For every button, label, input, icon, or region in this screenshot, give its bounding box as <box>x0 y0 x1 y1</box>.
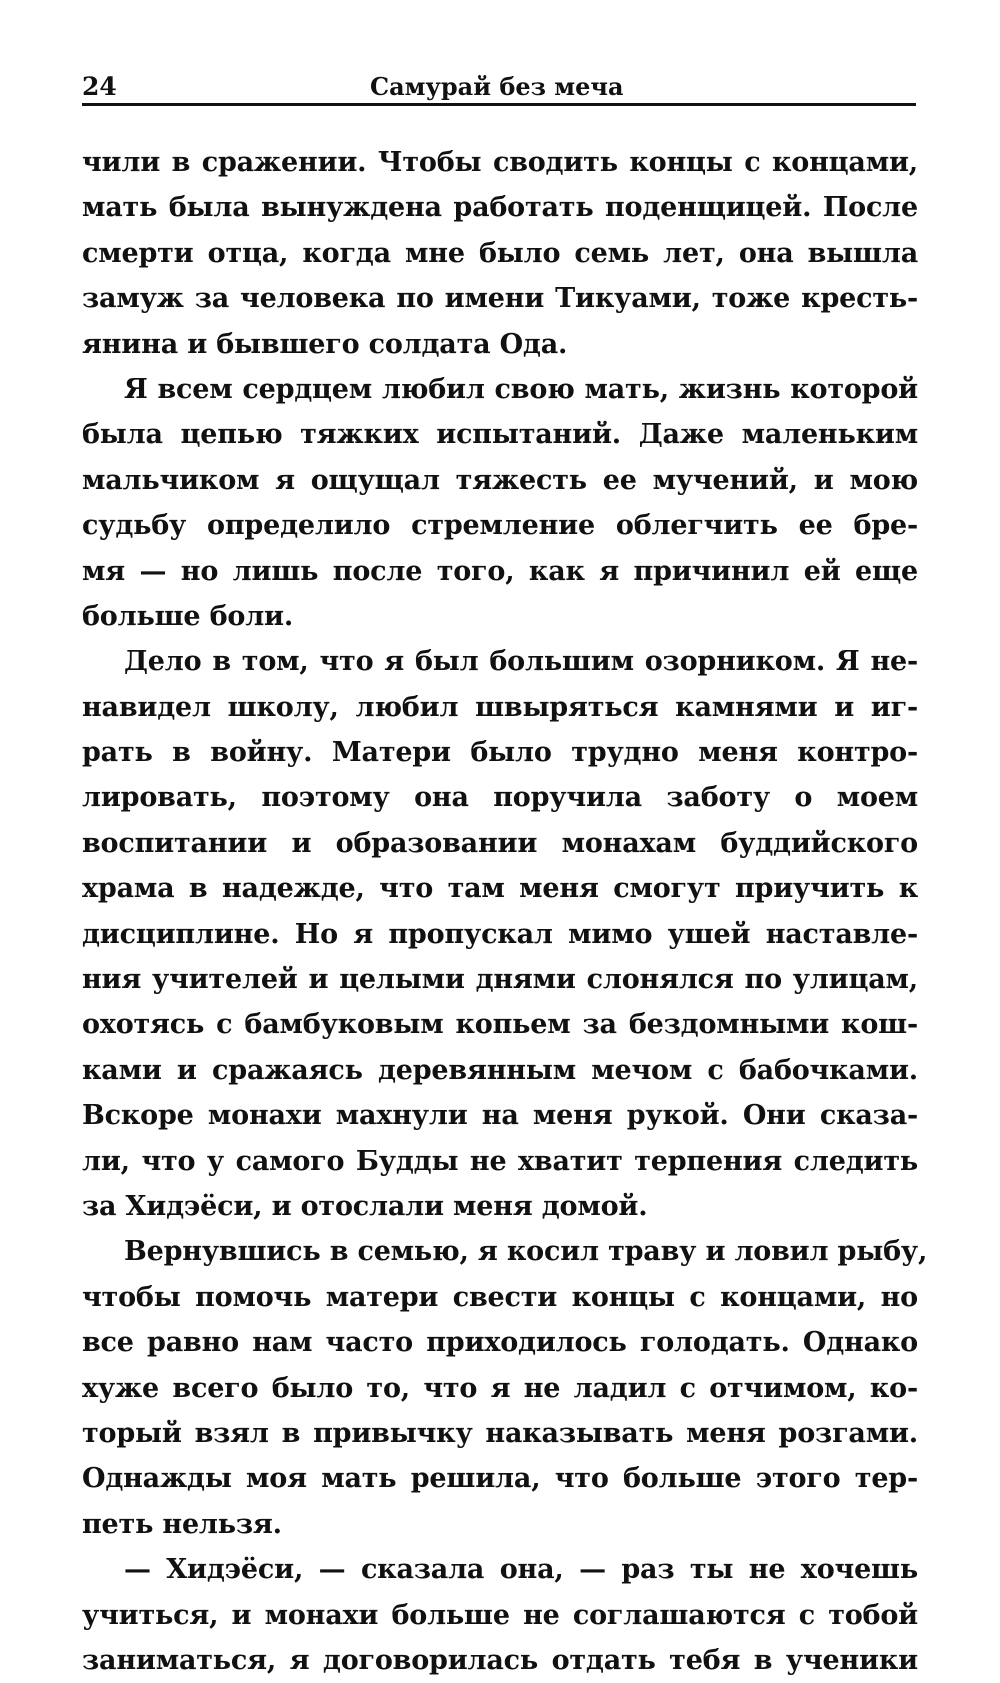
text-line: все равно нам часто приходилось голодать. Однако <box>82 1327 918 1359</box>
text-line: петь нельзя. <box>82 1508 282 1540</box>
text-line: дисциплине. Но я пропускал мимо ушей наставле- <box>82 918 918 950</box>
text-line: Однажды моя мать решила, что больше этого тер- <box>82 1463 918 1495</box>
text-line: Я всем сердцем любил свою мать, жизнь которой <box>124 373 918 405</box>
text-line: охотясь с бамбуковым копьем за бездомными кош- <box>82 1009 918 1041</box>
page-number: 24 <box>82 72 117 101</box>
text-line: мать была вынуждена работать поденщицей. После <box>82 192 918 224</box>
text-line: смерти отца, когда мне было семь лет, она вышла <box>82 237 918 269</box>
text-line: больше боли. <box>82 600 294 632</box>
text-line: заниматься, я договорилась отдать тебя в ученики <box>82 1644 918 1676</box>
running-header <box>82 72 916 106</box>
text-line: Вскоре монахи махнули на меня рукой. Они сказа- <box>82 1100 918 1132</box>
paragraph <box>82 1547 918 1683</box>
text-line: янина и бывшего солдата Ода. <box>82 328 568 360</box>
text-line: была цепью тяжких испытаний. Даже маленьким <box>82 419 918 451</box>
text-line: замуж за человека по имени Тикуами, тоже кресть- <box>82 283 918 315</box>
text-line: торый взял в привычку наказывать меня розгами. <box>82 1417 918 1449</box>
text-line: воспитании и образовании монахам буддийского <box>82 827 918 859</box>
text-line: храма в надежде, что там меня смогут приучить к <box>82 873 918 905</box>
text-line: мальчиком я ощущал тяжесть ее мучений, и мою <box>82 464 918 496</box>
text-line: — Хидэёси, — сказала она, — раз ты не хочешь <box>124 1554 918 1586</box>
text-line: ния учителей и целыми днями слонялся по улицам, <box>82 964 918 996</box>
text-line: лировать, поэтому она поручила заботу о моем <box>82 782 918 814</box>
text-line: учиться, и монахи больше не соглашаются с тобой <box>82 1599 918 1631</box>
text-line: чили в сражении. Чтобы сводить концы с концами, <box>82 147 918 178</box>
text-line: ками и сражаясь деревянным мечом с бабочками. <box>82 1054 918 1086</box>
text-line: судьбу определило стремление облегчить ее бре- <box>82 510 918 542</box>
book-title: Самурай без меча <box>370 72 624 101</box>
text-line: Дело в том, что я был большим озорником. Я не- <box>124 646 918 678</box>
body-text <box>82 140 928 1683</box>
text-line: хуже всего было то, что я не ладил с отчимом, ко- <box>82 1372 918 1404</box>
text-line: рать в войну. Матери было трудно меня контро- <box>82 737 918 769</box>
text-line: мя — но лишь после того, как я причинил ей еще <box>82 555 918 587</box>
paragraph <box>82 1229 928 1547</box>
text-line: за Хидэёси, и отослали меня домой. <box>82 1190 648 1222</box>
text-line: навидел школу, любил швыряться камнями и иг- <box>82 691 918 723</box>
text-line: ли, что у самого Будды не хватит терпения следить <box>82 1145 918 1177</box>
paragraph <box>82 639 918 1229</box>
paragraph <box>82 367 918 639</box>
paragraph <box>82 140 918 367</box>
text-line: Вернувшись в семью, я косил траву и ловил рыбу, <box>124 1236 928 1268</box>
text-line: чтобы помочь матери свести концы с концами, но <box>82 1281 918 1313</box>
